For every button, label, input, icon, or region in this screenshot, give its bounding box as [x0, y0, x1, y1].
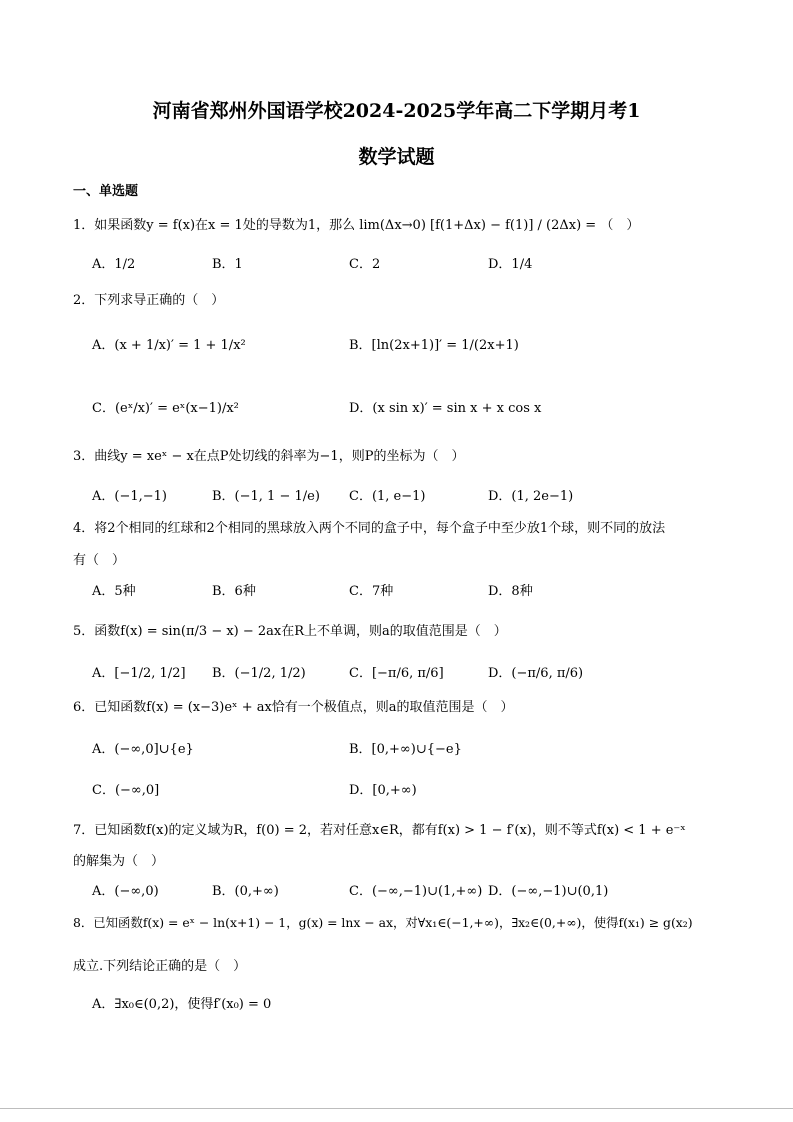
question-3-option-b: B．(−1, 1 − 1/e) [212, 489, 320, 504]
question-7-option-a: A．(−∞,0) [92, 884, 159, 899]
question-4-option-b: B．6种 [212, 584, 256, 599]
question-1-option-a: A．1/2 [92, 257, 136, 272]
question-1-option-c: C．2 [349, 257, 381, 272]
question-2-option-b: B．[ln(2x+1)]′ = 1/(2x+1) [349, 338, 519, 353]
section-heading: 一、单选题 [73, 184, 139, 199]
question-1-option-b: B．1 [212, 257, 243, 272]
question-6-option-a: A．(−∞,0]∪{e} [92, 742, 194, 757]
question-2-option-a: A．(x + 1/x)′ = 1 + 1/x² [92, 338, 246, 353]
question-8-option-a: A．∃x₀∈(0,2)，使得f′(x₀) = 0 [92, 997, 272, 1012]
paper-subtitle: 数学试题 [358, 146, 435, 168]
question-6-option-d: D．[0,+∞) [349, 783, 417, 798]
question-5-option-d: D．(−π/6, π/6) [488, 666, 584, 681]
question-7-option-c: C．(−∞,−1)∪(1,+∞) [349, 884, 483, 899]
question-3-option-a: A．(−1,−1) [92, 489, 167, 504]
question-8-stem-cont: 成立.下列结论正确的是（ ） [73, 959, 247, 974]
question-6-option-c: C．(−∞,0] [92, 783, 160, 798]
question-4-stem: 4．将2个相同的红球和2个相同的黑球放入两个不同的盒子中，每个盒子中至少放1个球，则不同的放法 [73, 521, 666, 536]
question-7-stem: 7．已知函数f(x)的定义域为R，f(0) = 2，若对任意x∈R，都有f(x) > 1 − f′(x)，则不等式f(x) < 1 + e⁻ˣ [73, 823, 686, 838]
question-5-stem: 5．函数f(x) = sin(π/3 − x) − 2ax在R上不单调，则a的取值范围是（ ） [73, 624, 507, 639]
question-1-option-d: D．1/4 [488, 257, 533, 272]
question-7-option-d: D．(−∞,−1)∪(0,1) [488, 884, 609, 899]
question-6-option-b: B．[0,+∞)∪{−e} [349, 742, 462, 757]
question-4-option-a: A．5种 [92, 584, 136, 599]
question-1-stem: 1．如果函数y = f(x)在x = 1处的导数为1，那么 lim(Δx→0) [f(1+Δx) − f(1)] / (2Δx) = （ ） [73, 218, 640, 233]
question-4-stem-cont: 有（ ） [73, 553, 126, 568]
question-7-option-b: B．(0,+∞) [212, 884, 279, 899]
question-8-stem: 8．已知函数f(x) = eˣ − ln(x+1) − 1，g(x) = lnx − ax，对∀x₁∈(−1,+∞)，∃x₂∈(0,+∞)，使得f(x₁) ≥ g(x₂) [73, 915, 693, 930]
question-5-option-c: C．[−π/6, π/6] [349, 666, 444, 681]
question-5-option-b: B．(−1/2, 1/2) [212, 666, 306, 681]
question-4-option-d: D．8种 [488, 584, 533, 599]
question-6-stem: 6．已知函数f(x) = (x−3)eˣ + ax恰有一个极值点，则a的取值范围是（ ） [73, 700, 514, 715]
question-2-stem: 2．下列求导正确的（ ） [73, 293, 225, 308]
question-3-stem: 3．曲线y = xeˣ − x在点P处切线的斜率为−1，则P的坐标为（ ） [73, 449, 465, 464]
question-7-stem-cont: 的解集为（ ） [73, 854, 165, 869]
paper-title: 河南省郑州外国语学校2024-2025学年高二下学期月考1 [152, 100, 641, 122]
question-3-option-c: C．(1, e−1) [349, 489, 426, 504]
page-bottom-divider [0, 1108, 793, 1109]
question-2-option-c: C．(eˣ/x)′ = eˣ(x−1)/x² [92, 401, 239, 416]
question-5-option-a: A．[−1/2, 1/2] [92, 666, 186, 681]
question-2-option-d: D．(x sin x)′ = sin x + x cos x [349, 401, 542, 416]
question-3-option-d: D．(1, 2e−1) [488, 489, 574, 504]
question-4-option-c: C．7种 [349, 584, 394, 599]
